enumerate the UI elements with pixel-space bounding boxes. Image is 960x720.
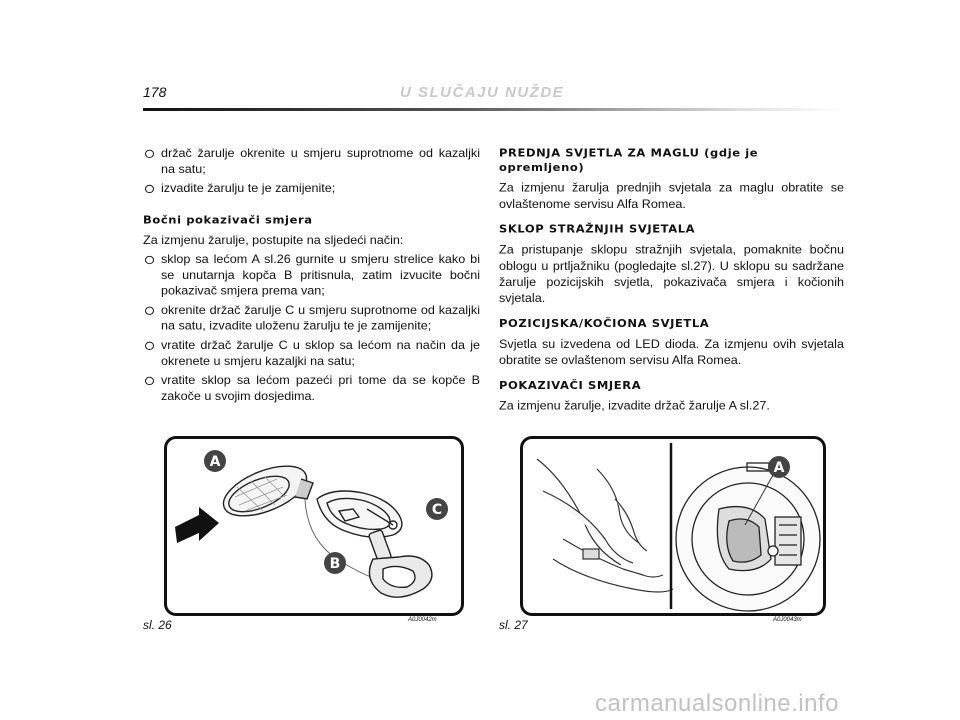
right-column [499,146,844,424]
page-number: 178 [143,84,167,100]
bullet-circle-icon [145,185,154,193]
position-brake-lights-heading: POZICIJSKA/KOČIONA SVJETLA [499,316,710,330]
figure-27-caption: sl. 27 [499,618,528,632]
svg-text:C: C [431,502,443,518]
side-indicator-illustration [167,439,461,613]
bullet-circle-icon [145,342,154,350]
figure-26-caption: sl. 26 [143,618,172,632]
rear-lights-text: Za pristupanje sklopu stražnjih svjetala, pomaknite bočnu oblogu u prtljažniku (pogledajte sl.27). U sklopu su sadržane žarulje pozicijskih svjetla, pokazivača smjera i kočionih svjetala. [499,243,844,305]
rear-lights-heading: SKLOP STRAŽNJIH SVJETALA [499,222,696,236]
list-item: okrenite držač žarulje C u smjeru suprotnome od kazaljki na satu, izvadite uloženu žarulju te je zamijenite; [143,303,480,334]
label-a-badge [204,450,226,472]
side-indicators-intro: Za izmjenu žarulje, postupite na sljedeći način: [143,233,404,247]
figure-27 [520,436,826,616]
push-arrow-icon [175,507,219,543]
list-item: držač žarulje okrenite u smjeru suprotnome od kazaljki na satu; [143,146,480,177]
list-item: izvadite žarulju te je zamijenite; [143,181,480,197]
label-c-badge [426,498,448,520]
bullet-circle-icon [145,377,154,385]
bullet-circle-icon [145,307,154,315]
bullet-circle-icon [145,256,154,264]
intro-bullet-list [143,146,480,197]
lamp-housing-icon [676,463,820,611]
side-indicators-heading: Bočni pokazivači smjera [143,213,313,227]
header-rule [143,108,843,111]
list-item: vratite sklop sa lećom pazeći pri tome da se kopče B zakoče u svojim dosjedima. [143,373,480,404]
label-b-badge [324,552,346,574]
list-item: sklop sa lećom A sl.26 gurnite u smjeru strelice kako bi se unutarnja kopča B pritisnula, zatim izvucite bočni pokazivač smjera prema van; [143,252,480,299]
label-a-badge [768,456,790,478]
figure-27-code: A0J0043m [773,617,802,623]
hands-illustration-icon [537,459,673,592]
bullet-circle-icon [145,150,154,158]
svg-text:A: A [773,460,785,476]
svg-text:B: B [329,556,341,572]
watermark: carmanualsonline.info [595,690,839,717]
position-brake-lights-text: Svjetla su izvedena od LED dioda. Za izmjenu ovih svjetala obratite se ovlaštenom servisu Alfa Romea. [499,337,844,367]
figure-26 [164,436,464,616]
rear-light-access-illustration [523,439,823,613]
fog-lights-text: Za izmjenu žarulja prednjih svjetala za maglu obratite se ovlaštenome servisu Alfa Romea. [499,181,844,211]
direction-indicators-text: Za izmjenu žarulje, izvadite držač žarulje A sl.27. [499,399,770,413]
left-column [143,146,480,408]
side-indicators-bullet-list [143,252,480,404]
svg-text:A: A [209,454,221,470]
figure-26-code: A0J0042m [408,617,437,623]
fog-lights-heading: PREDNJA SVJETLA ZA MAGLU (gdje je opremljeno) [499,146,759,174]
direction-indicators-heading: POKAZIVAČI SMJERA [499,378,642,392]
list-item: vratite držač žarulje C u sklop sa lećom na način da je okrenete u smjeru kazaljki na satu; [143,338,480,369]
lens-assembly-icon [217,456,314,526]
section-title: U SLUČAJU NUŽDE [400,84,565,101]
